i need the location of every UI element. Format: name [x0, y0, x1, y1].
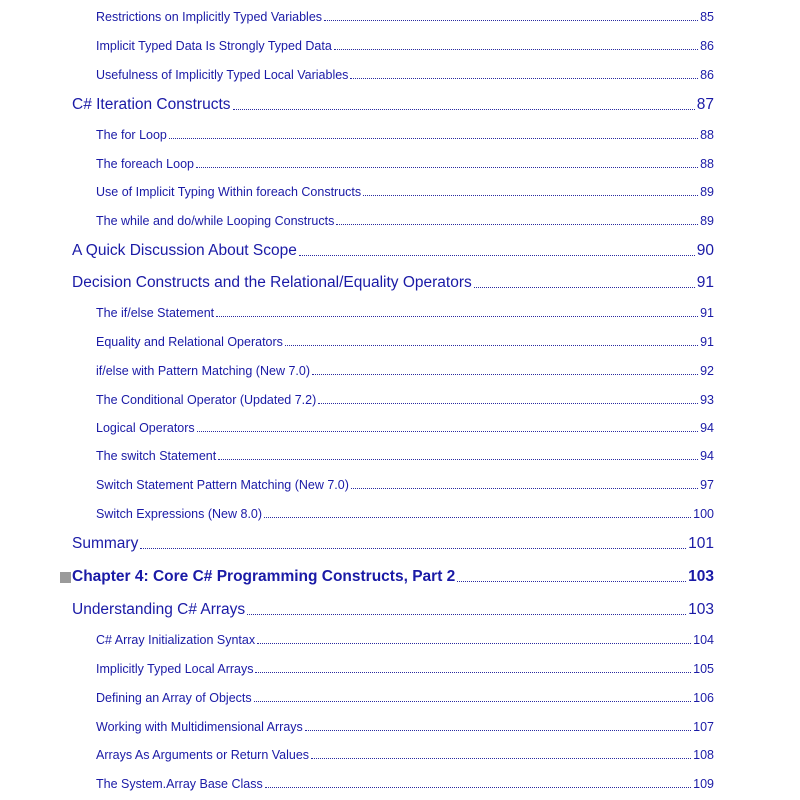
dot-leader — [197, 431, 698, 432]
toc-page-number: 109 — [693, 776, 714, 791]
toc-entry-title: Switch Statement Pattern Matching (New 7.0) — [96, 477, 349, 492]
toc-page-number: 86 — [700, 67, 714, 82]
toc-entry-title: The System.Array Base Class — [96, 776, 263, 791]
toc-subsection-entry[interactable] — [96, 721, 714, 734]
dot-leader — [255, 672, 691, 673]
toc-section-entry[interactable] — [72, 97, 714, 113]
toc-section-entry[interactable] — [72, 243, 714, 259]
toc-page-number: 94 — [700, 420, 714, 435]
toc-page-number: 91 — [696, 273, 714, 291]
toc-subsection-entry[interactable] — [96, 692, 714, 705]
dot-leader — [336, 224, 698, 225]
toc-section-entry[interactable] — [72, 275, 714, 291]
dot-leader — [311, 758, 691, 759]
toc-entry-title: The for Loop — [96, 127, 167, 142]
toc-page-number: 104 — [693, 632, 714, 647]
toc-page-number: 106 — [693, 690, 714, 705]
toc-subsection-entry[interactable] — [96, 186, 714, 199]
toc-page-number: 86 — [700, 38, 714, 53]
toc-entry-title: if/else with Pattern Matching (New 7.0) — [96, 363, 310, 378]
toc-page-number: 103 — [688, 600, 714, 618]
toc-page-number: 85 — [700, 9, 714, 24]
toc-entry-title: Decision Constructs and the Relational/Equality Operators — [72, 273, 472, 291]
toc-page-number: 92 — [700, 363, 714, 378]
toc-subsection-entry[interactable] — [96, 663, 714, 676]
toc-entry-title: Arrays As Arguments or Return Values — [96, 747, 310, 762]
toc-entry-title: The switch Statement — [96, 448, 217, 463]
dot-leader — [324, 20, 698, 21]
toc-chapter-entry[interactable] — [72, 569, 714, 585]
toc-entry-title: C# Array Initialization Syntax — [96, 632, 256, 647]
toc-entry-title: Logical Operators — [96, 420, 195, 435]
toc-page-number: 108 — [693, 747, 714, 762]
toc-subsection-entry[interactable] — [96, 365, 714, 378]
dot-leader — [257, 643, 691, 644]
dot-leader — [265, 787, 691, 788]
dot-leader — [285, 345, 698, 346]
toc-page-number: 88 — [700, 156, 714, 171]
dot-leader — [218, 459, 698, 460]
toc-entry-title: Understanding C# Arrays — [72, 600, 246, 618]
toc-entry-title: Defining an Array of Objects — [96, 690, 252, 705]
dot-leader — [233, 109, 695, 110]
toc-page-number: 105 — [693, 661, 714, 676]
dot-leader — [299, 255, 695, 256]
toc-page-number: 93 — [700, 392, 714, 407]
toc-entry-title: Implicitly Typed Local Arrays — [96, 661, 254, 676]
toc-page-number: 89 — [700, 213, 714, 228]
toc-subsection-entry[interactable] — [96, 307, 714, 320]
toc-page-number: 107 — [693, 719, 714, 734]
toc-subsection-entry[interactable] — [96, 450, 714, 463]
toc-subsection-entry[interactable] — [96, 158, 714, 171]
dot-leader — [363, 195, 698, 196]
toc-entry-title: Chapter 4: Core C# Programming Constructs, Part 2 — [72, 567, 456, 585]
toc-subsection-entry[interactable] — [96, 422, 714, 435]
toc-subsection-entry[interactable] — [96, 479, 714, 492]
dot-leader — [196, 167, 698, 168]
toc-page-number: 94 — [700, 448, 714, 463]
toc-section-entry[interactable] — [72, 602, 714, 618]
toc-page-number: 90 — [696, 241, 714, 259]
toc-entry-title: Implicit Typed Data Is Strongly Typed Data — [96, 38, 332, 53]
toc-subsection-entry[interactable] — [96, 508, 714, 521]
toc-subsection-entry[interactable] — [96, 11, 714, 24]
toc-subsection-entry[interactable] — [96, 40, 714, 53]
toc-subsection-entry[interactable] — [96, 634, 714, 647]
dot-leader — [312, 374, 698, 375]
toc-page-number: 101 — [688, 534, 714, 552]
toc-entry-title: Switch Expressions (New 8.0) — [96, 506, 263, 521]
toc-page-number: 97 — [700, 477, 714, 492]
dot-leader — [264, 517, 691, 518]
toc-entry-title: Equality and Relational Operators — [96, 334, 283, 349]
toc-entry-title: The Conditional Operator (Updated 7.2) — [96, 392, 317, 407]
toc-entry-title: C# Iteration Constructs — [72, 95, 231, 113]
toc-section-entry[interactable] — [72, 536, 714, 552]
chapter-marker-icon — [60, 572, 71, 583]
dot-leader — [305, 730, 691, 731]
toc-entry-title: Restrictions on Implicitly Typed Variables — [96, 9, 323, 24]
toc-page-number: 88 — [700, 127, 714, 142]
toc-subsection-entry[interactable] — [96, 215, 714, 228]
toc-entry-title: Use of Implicit Typing Within foreach Constructs — [96, 184, 362, 199]
toc-page-number: 91 — [700, 305, 714, 320]
dot-leader — [457, 581, 686, 582]
toc-entry-title: The foreach Loop — [96, 156, 194, 171]
toc-subsection-entry[interactable] — [96, 129, 714, 142]
dot-leader — [351, 488, 698, 489]
dot-leader — [216, 316, 698, 317]
toc-page-number: 89 — [700, 184, 714, 199]
dot-leader — [334, 49, 698, 50]
toc-entry-title: The if/else Statement — [96, 305, 215, 320]
toc-subsection-entry[interactable] — [96, 394, 714, 407]
toc-entry-title: Summary — [72, 534, 139, 552]
dot-leader — [318, 403, 698, 404]
dot-leader — [140, 548, 686, 549]
toc-page-number: 100 — [693, 506, 714, 521]
toc-entry-title: Usefulness of Implicitly Typed Local Variables — [96, 67, 349, 82]
toc-entry-title: A Quick Discussion About Scope — [72, 241, 297, 259]
dot-leader — [169, 138, 698, 139]
toc-subsection-entry[interactable] — [96, 69, 714, 82]
toc-subsection-entry[interactable] — [96, 336, 714, 349]
toc-page-number: 103 — [688, 567, 714, 585]
dot-leader — [474, 287, 695, 288]
dot-leader — [247, 614, 686, 615]
toc-entry-title: Working with Multidimensional Arrays — [96, 719, 303, 734]
toc-subsection-entry[interactable] — [96, 778, 714, 791]
toc-subsection-entry[interactable] — [96, 749, 714, 762]
toc-page-number: 87 — [696, 95, 714, 113]
dot-leader — [350, 78, 698, 79]
toc-page-number: 91 — [700, 334, 714, 349]
toc-entry-title: The while and do/while Looping Constructs — [96, 213, 335, 228]
dot-leader — [254, 701, 692, 702]
